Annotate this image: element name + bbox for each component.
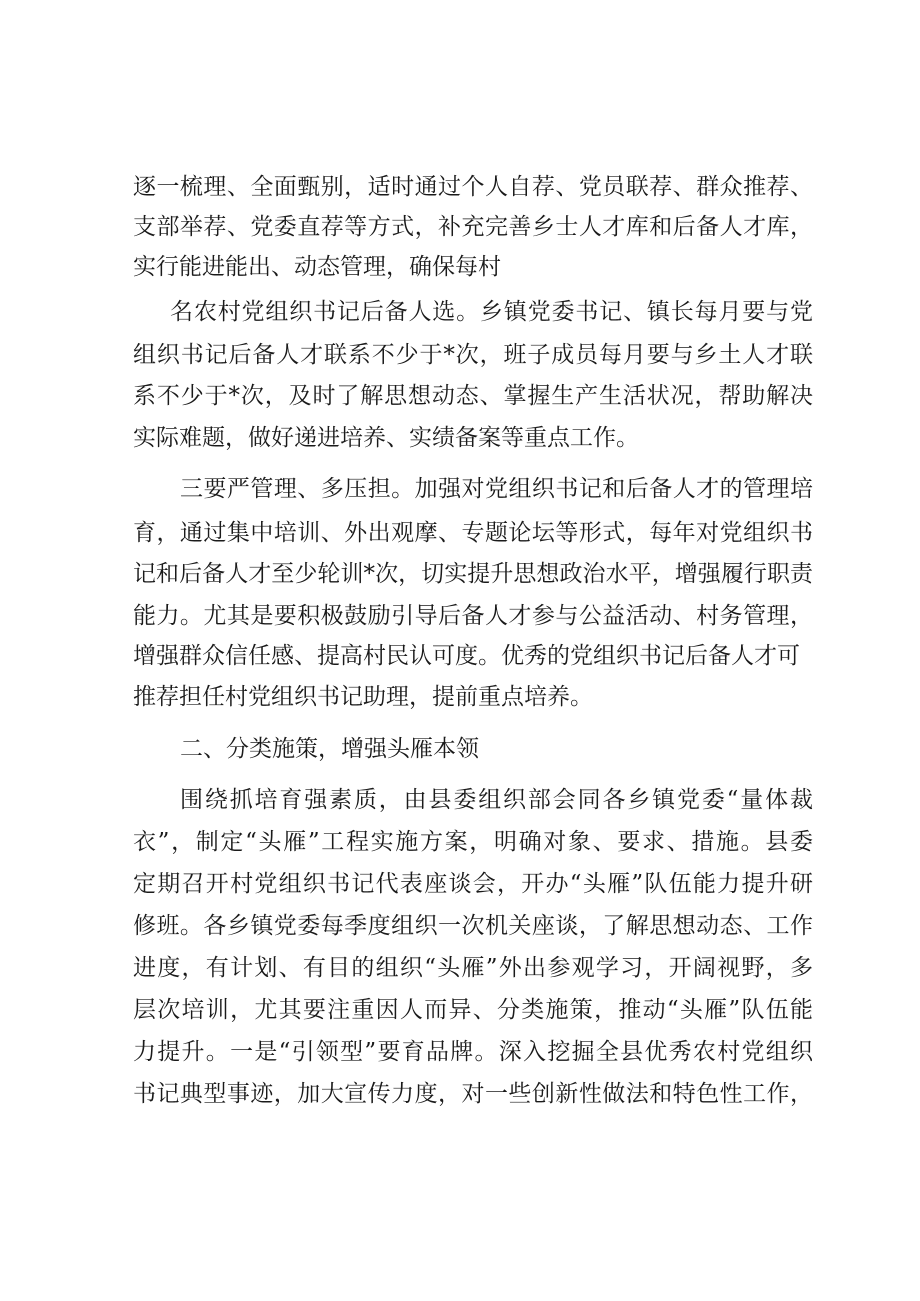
paragraph-4-line-7: 力提升。一是“引领型”要育品牌。深入挖掘全县优秀农村党组织: [133, 1039, 813, 1065]
paragraph-3-line-3: 记和后备人才至少轮训*次，切实提升思想政治水平，增强履行职责: [133, 561, 813, 587]
paragraph-4-line-2: 衣”，制定“头雁”工程实施方案，明确对象、要求、措施。县委: [133, 829, 813, 855]
paragraph-3-line-2: 育，通过集中培训、外出观摩、专题论坛等形式，每年对党组织书: [133, 520, 813, 546]
paragraph-4-line-5: 进度，有计划、有目的组织“头雁”外出参观学习，开阔视野，多: [133, 955, 813, 981]
paragraph-4-line-8: 书记典型事迹，加大宣传力度，对一些创新性做法和特色性工作，: [133, 1081, 813, 1107]
paragraph-1-line-1: 逐一梳理、全面甄别，适时通过个人自荐、党员联荐、群众推荐、: [133, 174, 813, 200]
paragraph-3-line-5: 增强群众信任感、提高村民认可度。优秀的党组织书记后备人才可: [133, 643, 800, 669]
paragraph-4-line-3: 定期召开村党组织书记代表座谈会，开办“头雁”队伍能力提升研: [133, 871, 813, 897]
paragraph-4-line-6: 层次培训，尤其要注重因人而异、分类施策，推动“头雁”队伍能: [133, 997, 813, 1023]
paragraph-2-line-4: 实际难题，做好递进培养、实绩备案等重点工作。: [133, 425, 639, 451]
paragraph-2-line-2: 组织书记后备人才联系不少于*次，班子成员每月要与乡土人才联: [133, 342, 813, 368]
paragraph-4-line-1: 围绕抓培育强素质，由县委组织部会同各乡镇党委“量体裁: [180, 787, 813, 813]
paragraph-3-line-4: 能力。尤其是要积极鼓励引导后备人才参与公益活动、村务管理，: [133, 603, 813, 629]
paragraph-2-line-1: 名农村党组织书记后备人选。乡镇党委书记、镇长每月要与党: [170, 299, 813, 325]
paragraph-3-line-6: 推荐担任村党组织书记助理，提前重点培养。: [133, 684, 593, 710]
paragraph-4-line-4: 修班。各乡镇党委每季度组织一次机关座谈，了解思想动态、工作: [133, 913, 813, 939]
section-heading: 二、分类施策，增强头雁本领: [180, 736, 479, 762]
paragraph-1-line-2: 支部举荐、党委直荐等方式，补充完善乡士人才库和后备人才库，: [133, 214, 813, 240]
paragraph-2-line-3: 系不少于*次，及时了解思想动态、掌握生产生活状况，帮助解决: [133, 383, 813, 409]
paragraph-1-line-3: 实行能进能出、动态管理，确保每村: [133, 254, 501, 280]
paragraph-3-line-1: 三要严管理、多压担。加强对党组织书记和后备人才的管理培: [180, 476, 813, 502]
